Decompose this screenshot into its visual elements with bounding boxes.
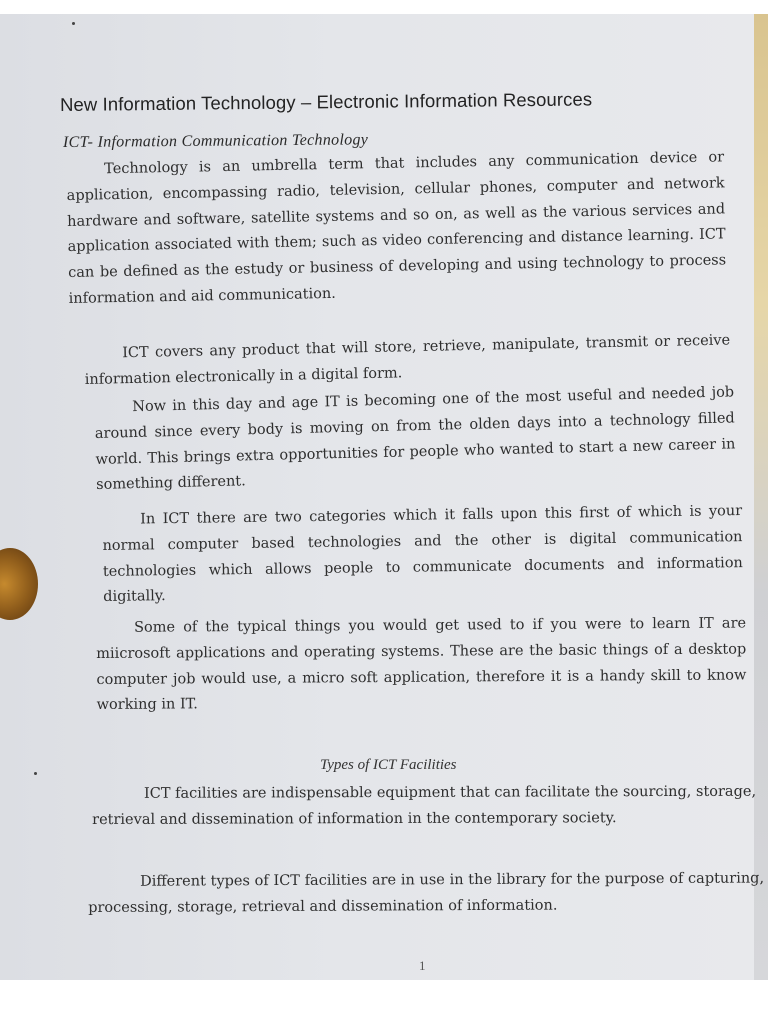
bottom-margin <box>0 980 768 1024</box>
section-heading: Types of ICT Facilities <box>320 757 457 773</box>
page-number: 1 <box>419 958 426 973</box>
paper-speck <box>34 772 37 775</box>
document-subtitle: ICT- Information Communication Technology <box>62 131 369 151</box>
paragraph-text: In ICT there are two categories which it falls upon this first of which is your normal computer based technologies and the other is digital communication technologies which allows people to communicate documents and information digitally. <box>102 503 743 606</box>
paragraph-text: Technology is an umbrella term that includes any communication device or application, encompassing radio, television, cellular phones, computer and network hardware and software, satellite systems and so on, as well as the various services and application associated with them; such as video conferencing and distance learning. ICT can be defined as the estudy or business of developing and using technology to process information and aid communication. <box>66 149 727 307</box>
paragraph-text: ICT covers any product that will store, retrieve, manipulate, transmit or receive information electronically in a digital form. <box>84 332 731 388</box>
background-edge <box>754 14 768 980</box>
paragraph-text: Different types of ICT facilities are in use in the library for the purpose of capturing, processing, storage, retrieval and dissemination of information. <box>88 870 765 916</box>
paragraph-3 <box>94 380 736 499</box>
paragraph-1 <box>66 145 727 312</box>
section-paragraph-2 <box>88 866 764 921</box>
paragraph-4 <box>102 499 743 611</box>
paragraph-text: ICT facilities are indispensable equipment that can facilitate the sourcing, storage, retrieval and dissemination of information in the contemporary society. <box>92 783 757 828</box>
document-title: New Information Technology – Electronic Information Resources <box>59 88 593 115</box>
paragraph-text: Now in this day and age IT is becoming one of the most useful and needed job around since every body is moving on from the olden days into a technology filled world. This brings extra opportunities for people who wanted to start a new career in something different. <box>94 384 736 494</box>
paper-speck <box>72 22 75 25</box>
paragraph-5 <box>96 611 747 719</box>
paragraph-text: Some of the typical things you would get used to if you were to learn IT are miicrosoft applications and operating systems. These are the basic things of a desktop computer job would use, a micro soft application, therefore it is a handy skill to know working in IT. <box>96 615 747 714</box>
section-paragraph-1 <box>92 780 756 834</box>
